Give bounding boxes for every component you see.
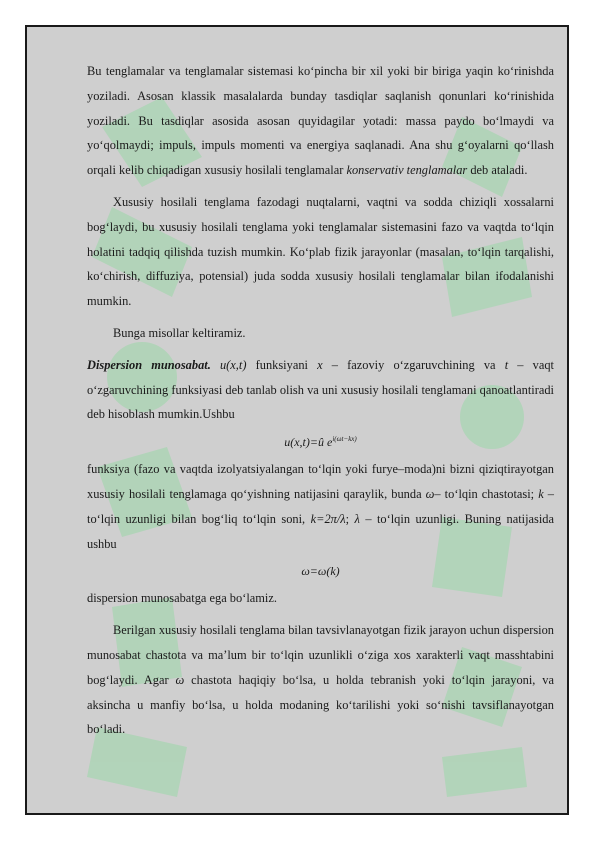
formula-dispersion: ω=ω(k)	[301, 564, 340, 579]
paragraph-7: Berilgan xususiy hosilali tenglama bilan tavsivlanayotgan fizik jarayon uchun dispersion munosabat chastota va ma’lum bir to‘lqin uzunlikli o‘ziga xos xarakterli vaqt masshtabini bog‘laydi. Agar ω chastota haqiqiy bo‘lsa, u holda tebranish yoki to‘lqin jarayoni, va aksincha u manfiy bo‘lsa, u holda modaning ko‘tarilishi yoki so‘nishi tavsiflanayotgan bo‘ladi.	[87, 623, 554, 737]
page-frame	[25, 25, 569, 815]
paragraph-3: Bunga misollar keltiramiz.	[113, 325, 246, 340]
paragraph-2: Xususiy hosilali tenglama fazodagi nuqtalarni, vaqtni va sodda chiziqli xossalarni bog‘laydi, bu xususiy hosilali tenglama yoki tenglamalar sistemasini fazo va vaqtda to‘lqin holatini tadqiq qilishda tuzish mumkin. Ko‘plab fizik jarayonlar (masalan, to‘lqin tarqalishi, ko‘chirish, diffuziya, potensial) juda sodda xususiy hosilali tenglamalar bilan ifodalanishi mumkin.	[87, 194, 554, 309]
konservativ-term: konservativ tenglamalar	[346, 163, 468, 178]
paragraph-5: funksiya (fazo va vaqtda izolyatsiyalangan to‘lqin yoki furye–moda)ni bizni qiziqtirayotgan xususiy hosilali tenglamaga qo‘yishning natijasini qaraylik, bunda ω– to‘lqin chastotasi; k – to‘lqin uzunligi bilan bog‘liq to‘lqin soni, k=2π/λ; λ – to‘lqin uzunligi. Buning natijasida ushbu	[87, 462, 554, 551]
paragraph-1: Bu tenglamalar va tenglamalar sistemasi ko‘pincha bir xil yoki bir biriga yaqin ko‘rinishda yoziladi. Asosan klassik masalalarda bunday tasdiqlar saqlanish qonunlari ko‘rinishida yoziladi. Bu tasdiqlar asosida asosan quyidagilar yotadi: massa paydo bo‘lmaydi va yo‘qolmaydi; impuls, impuls momenti va energiya saqlanadi. Ana shu g‘oyalarni qo‘llash orqali kelib chiqadigan xususiy hosilali tenglamalar konservativ tenglamalar deb ataladi.	[87, 64, 554, 178]
paragraph-4: Dispersion munosabat. u(x,t) funksiyani x – fazoviy o‘zgaruvchining va t – vaqt o‘zgaruvchining funksiyasi deb tanlab olish va uni xususiy hosilali tenglamani qanoatlantiradi deb hisoblash mumkin.Ushbu	[87, 357, 554, 422]
document-body	[87, 59, 554, 742]
section-heading: Dispersion munosabat.	[87, 357, 211, 372]
formula-wave-function: u(x,t)=û $e^{i(\omega t-kx)}$	[284, 435, 357, 450]
paragraph-6: dispersion munosabatga ega bo‘lamiz.	[87, 591, 277, 606]
